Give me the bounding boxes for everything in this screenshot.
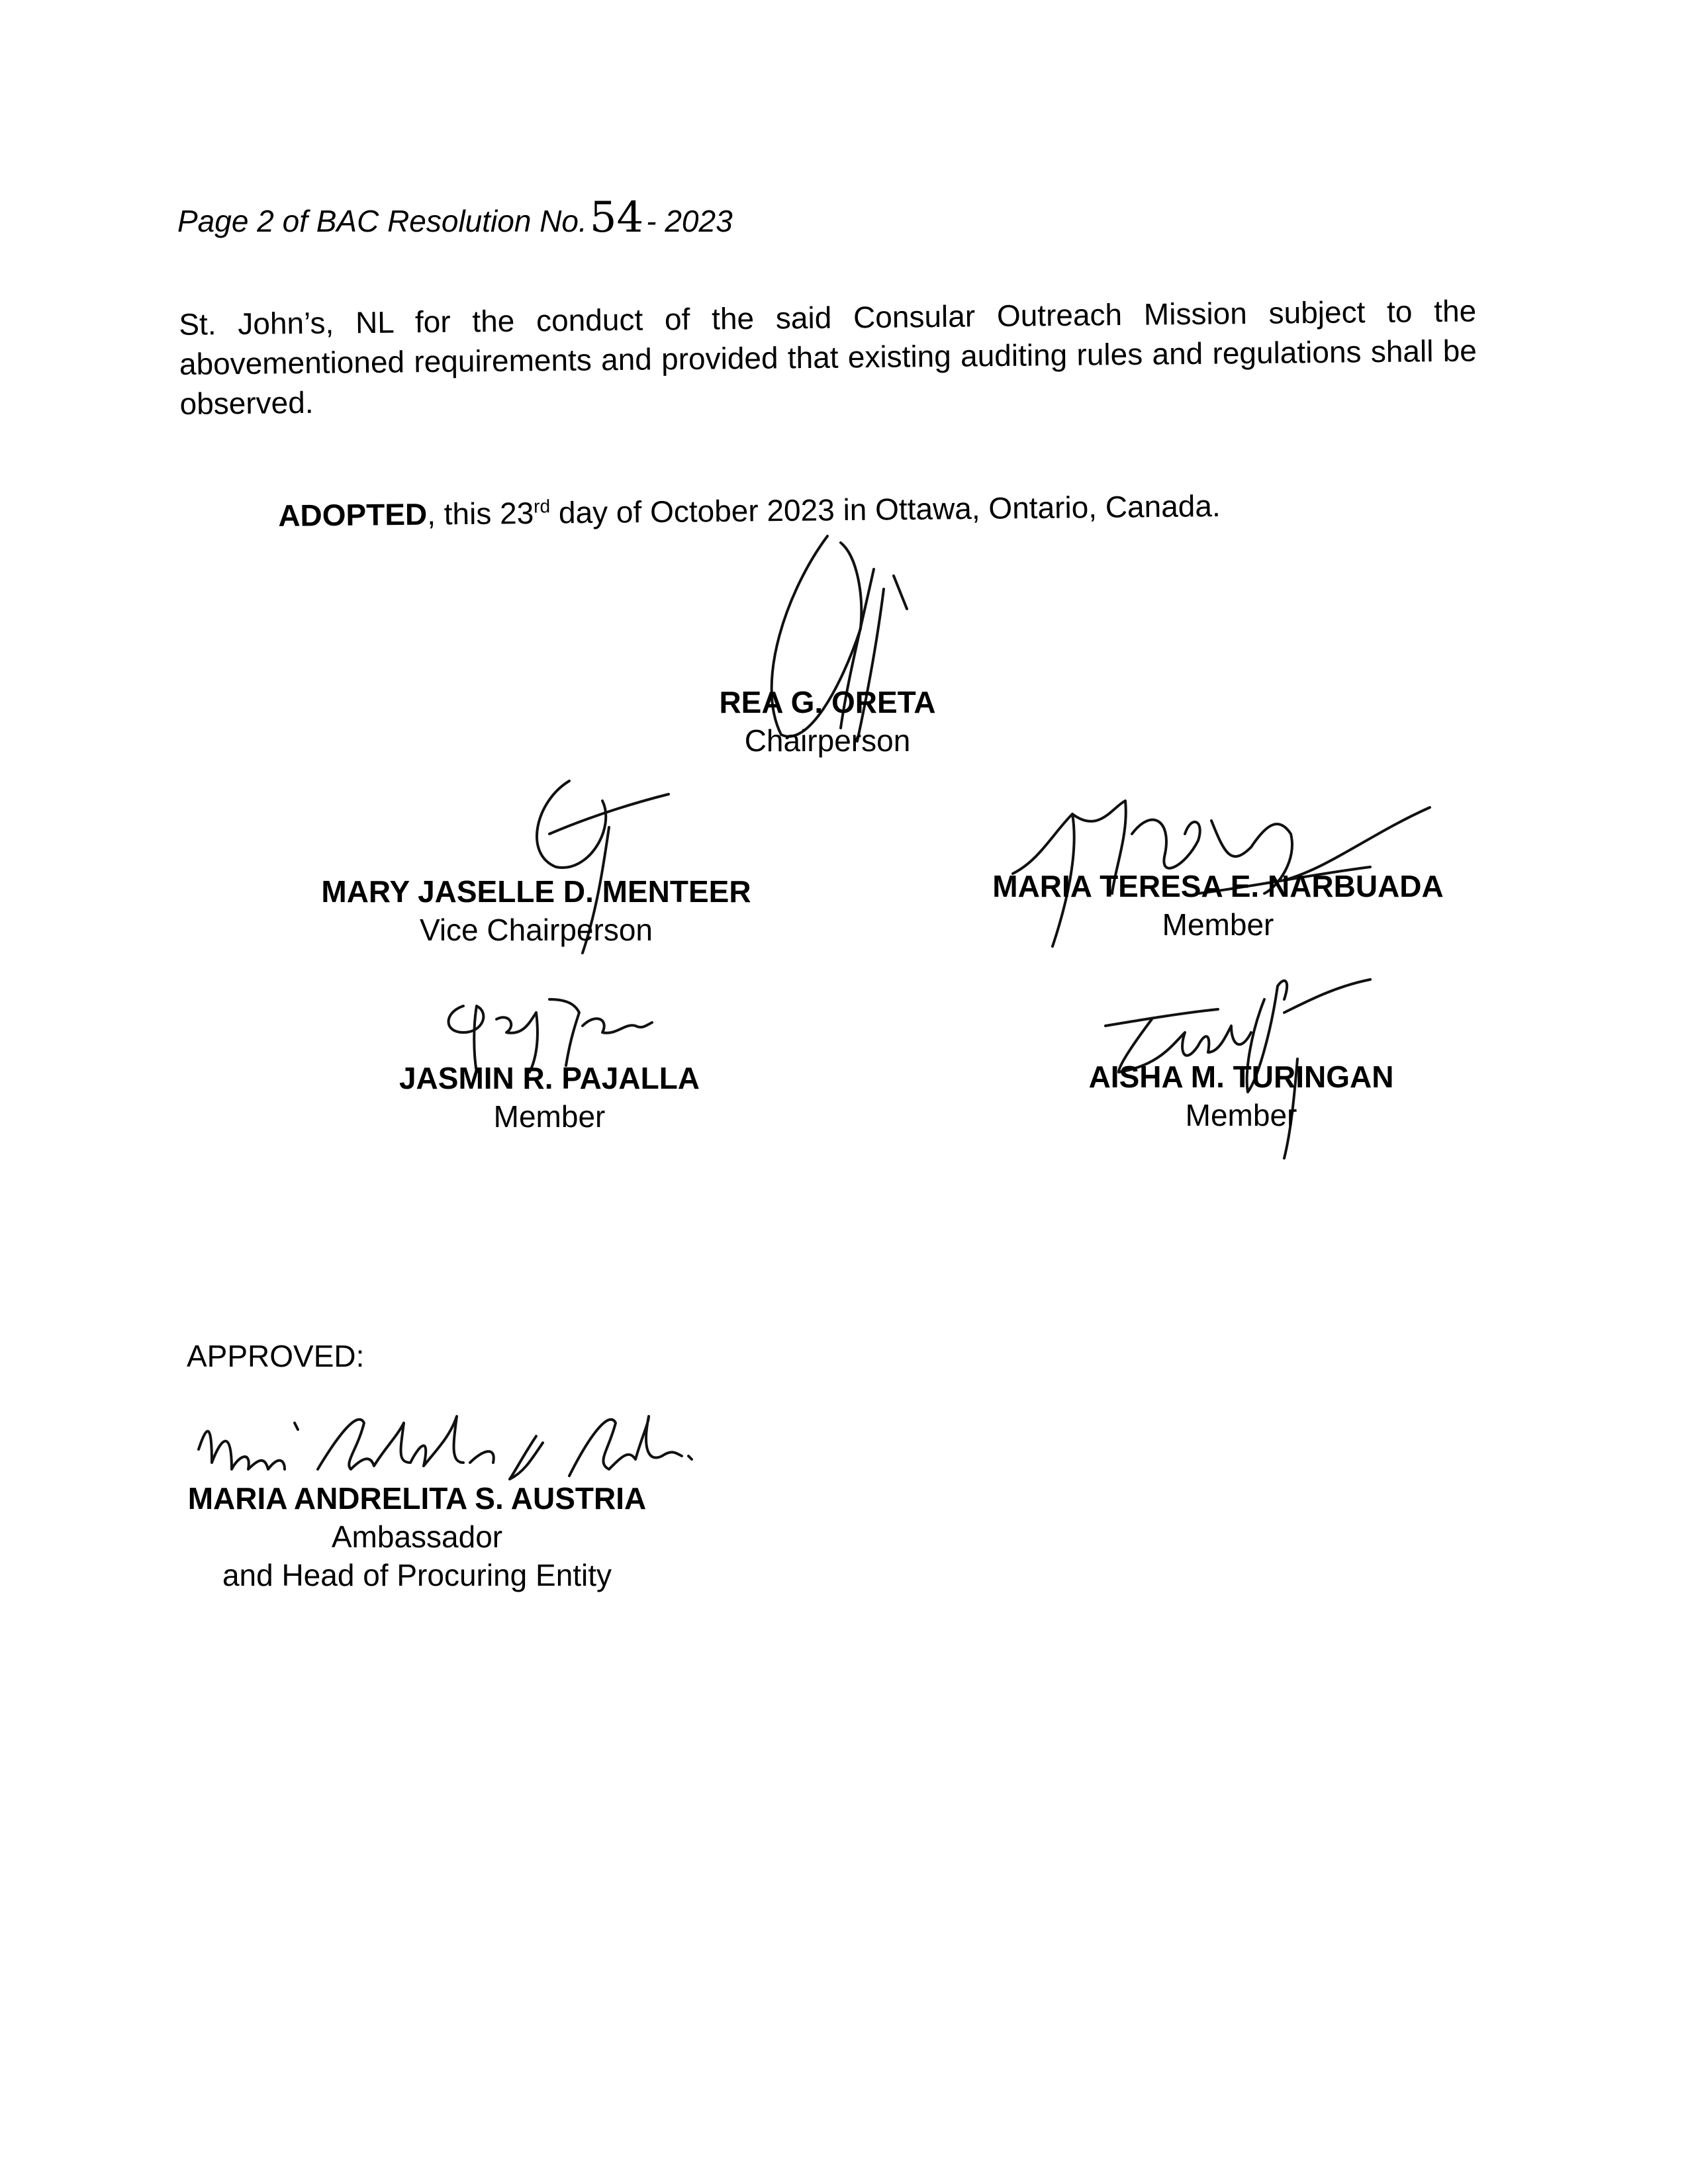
signatory-member-narbuada [953,867,1483,944]
signatory-title: Chairperson [744,723,911,758]
resolution-number: 54 [589,193,644,242]
signatory-chairperson [645,683,1009,760]
signatory-title: Vice Chairperson [419,913,653,947]
header-suffix: - 2023 [646,204,733,238]
approver-block [119,1479,715,1594]
body-paragraph: St. John’s, NL for the conduct of the said Consular Outreach Mission subject to the abovementioned requirements and provided that existing auditing rules and regulations shall be observed. [179,293,1477,421]
adopted-date-ordinal: rd [533,496,551,517]
approved-label: APPROVED: [187,1339,365,1373]
adopted-keyword: ADOPTED [278,496,428,533]
signatory-member-pajalla [351,1059,748,1136]
signatory-name: REA G. ORETA [719,685,936,719]
signatory-name: MARIA TERESA E. NARBUADA [992,869,1444,903]
approver-title-line2: and Head of Procuring Entity [222,1558,612,1592]
adopted-line [278,488,1221,533]
approver-name: MARIA ANDRELITA S. AUSTRIA [187,1481,647,1516]
signatory-vice-chairperson [298,872,774,949]
page-header [177,193,733,242]
signatory-name: MARY JASELLE D. MENTEER [321,874,751,909]
signatory-title: Member [493,1099,606,1134]
signatory-member-turingan [1043,1058,1440,1134]
signatory-name: JASMIN R. PAJALLA [399,1061,700,1095]
adopted-date-part2: day of October 2023 in Ottawa, Ontario, Canada. [549,488,1221,530]
signatory-title: Member [1162,907,1274,942]
signatory-title: Member [1185,1098,1297,1132]
adopted-date-part1: , this 23 [426,495,534,531]
header-prefix: Page 2 of BAC Resolution No. [177,204,587,238]
approver-title-line1: Ambassador [331,1520,503,1554]
signatory-name: AISHA M. TURINGAN [1088,1060,1394,1094]
